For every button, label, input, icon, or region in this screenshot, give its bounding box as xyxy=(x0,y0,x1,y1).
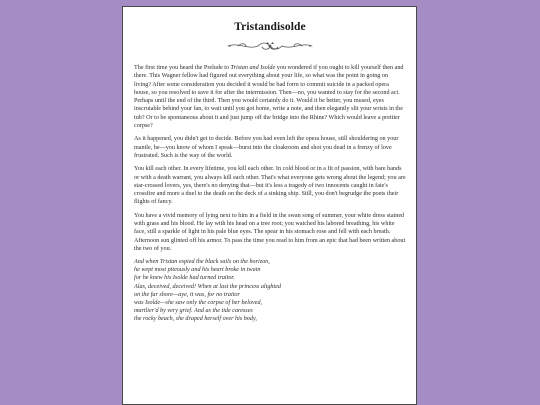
poem-line: he wept most piteously and his heart broke in twain xyxy=(134,267,261,274)
paragraph-3: You kill each other. In every lifetime, you kill each other. In cold blood or in a fit of passion, with bare hands or with a death warrant, you always kill each other. That's what everyone gets wrong about the legend; you are star-crossed lovers, yes, there's no denying that—but it's less a tragedy of two innocents caught in fate's crossfire and more a duel to the death on the deck of a sinking ship. Still, you don't begrudge the poets their flights of fancy. xyxy=(134,166,406,206)
story-body xyxy=(134,64,406,323)
poem-line: on the far shore—aye, it was, for no traitor xyxy=(134,291,240,298)
opera-title: Tristan and Isolde xyxy=(230,65,276,71)
story-content xyxy=(123,21,416,323)
poem-excerpt xyxy=(134,258,406,323)
poem-line: for he knew his Isolde had turned traitor. xyxy=(134,275,235,282)
poem-line: martlier'd by very grief. And as the tide caresses xyxy=(134,307,253,314)
poem-line: the rocky beach, she draped herself over his body, xyxy=(134,315,257,322)
poem-line: Alas, deceived, deceived! When at last the princess alighted xyxy=(134,283,281,290)
paragraph-1-end: you wondered if you ought to kill yourself then and there. This Wagner fellow had figured out everything about your life, so what was the point in going on living? After some consideration you decided it would be bad form to commit suicide in a packed opera house, so you resolved to save it for after the intermission. Then—no, you wanted to stay for the second act. Perhaps until the end of the third. Then you would certainly do it. Would it be better, you mused, eyes inscrutable behind your fan, to wait until you got home, write a note, and then elegantly slit your wrists in the tub? Or to be spontaneous about it and just jump off the bridge into the Rhine? Which would leave a prettier corpse? xyxy=(134,65,404,130)
story-page xyxy=(122,6,417,405)
paragraph-1 xyxy=(134,64,406,130)
paragraph-2: As it happened, you didn't get to decide. Before you had even left the opera house, still shouldering on your mantle, he—you know of whom I speak—burst into the cloakroom and shot you dead in a frenzy of love frustrated. Such is the way of the world. xyxy=(134,136,399,159)
page-title: Tristandisolde xyxy=(234,21,306,33)
flourish-divider-icon xyxy=(226,40,314,52)
paragraph-4: You have a vivid memory of lying next to him in a field in the swan song of summer, your white dress stained with grass and his blood. He lay with his head on a tree root; you watched his labored breathing, his white face, still a sparkle of light in his pale blue eyes. The spear in his stomach rose and fell with each breath. Afternoon sun glinted off his armor. To pass the time you read to him from an epic that had been written about the two of you. xyxy=(134,212,406,252)
poem-line: was Isolde—she saw only the corpse of her beloved, xyxy=(134,299,263,306)
paragraph-1-start: The first time you heard the Prelude to xyxy=(134,65,231,71)
poem-line: And when Tristan espied the black sails on the horizon, xyxy=(134,259,270,266)
